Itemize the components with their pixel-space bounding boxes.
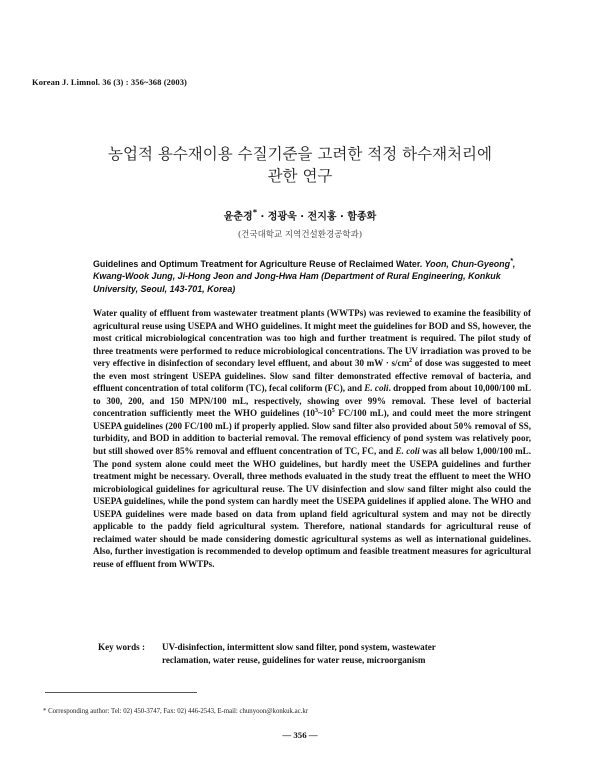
english-affiliation: (Department of Rural Engineering, Konkuk University, Seoul, 143-701, Korea) — [93, 271, 501, 294]
abstract-text-2: of dose was suggested to meet the even most stringent USEPA guidelines. Slow sand filter demonstrated effective removal of bacteria, and effluent concentration of total coliform (TC), fecal coliform (FC), and — [93, 358, 531, 394]
korean-authors — [150, 207, 450, 222]
abstract-sup-1: 2 — [409, 358, 413, 365]
footnote-divider — [45, 692, 197, 693]
abstract-text-6: was all below 1,000/100 mL. The pond system alone could meet the WHO guidelines, but hardly meet the USEPA guidelines and further treatment might be necessary. Overall, three methods evaluated in the study treat the effluent to meet the WHO microbiological guidelines for agricultural reuse. The UV disinfection and slow sand filter might also could the USEPA guidelines, while the pond system can hardly meet the USEPA guidelines if applied alone. The WHO and USEPA guidelines were made based on data from upland field agricultural system and may not be directly applicable to the paddy field agricultural system. Therefore, national standards for agricultural reuse of reclaimed water should be made considering domestic agricultural systems as well as international guidelines. Also, further investigation is recommended to develop optimum and feasible treatment measures for agricultural reuse of effluent from WWTPs. — [93, 446, 531, 569]
keywords-line1: UV-disinfection, intermittent slow sand filter, pond system, wastewater — [162, 642, 436, 652]
abstract-ecoli-1: E. coli — [364, 383, 389, 394]
english-corresponding-mark: * — [510, 256, 513, 265]
abstract-sup-3: 5 — [331, 408, 335, 415]
abstract-ecoli-2: E. coli — [395, 446, 420, 457]
keywords-line2: reclamation, water reuse, guidelines for water reuse, microorganism — [162, 655, 426, 665]
abstract-sup-2: 3 — [314, 408, 318, 415]
abstract-text-5: FC/100 mL), and could meet the more stringent USEPA guidelines (200 FC/100 mL) if properly applied. Slow sand filter also provided about 50% removal of SS, turbidity, and BOD in addition to bacterial removal. The removal efficiency of pond system was relatively poor, but still showed over 85% removal and effluent concentration of TC, FC, and — [93, 408, 531, 457]
footnote: * Corresponding author: Tel: 02) 450-3747, Fax: 02) 446-2543, E-mail: chunyoon@konkuk.ac.kr — [43, 708, 309, 715]
abstract — [93, 307, 531, 570]
keywords-label: Key words : — [98, 642, 145, 652]
english-authors-first: Yoon, Chun-Gyeong — [422, 258, 511, 269]
korean-title — [60, 143, 540, 187]
korean-authors-rest: · 정광욱 · 전지홍 · 함종화 — [257, 211, 377, 223]
english-authors-rest: , Kwang-Wook Jung, Ji-Hong Jeon and Jong-Hwa Ham — [93, 258, 516, 282]
korean-author-first: 윤춘경 — [223, 211, 253, 223]
journal-reference: Korean J. Limnol. 36 (3) : 356~368 (2003) — [32, 77, 187, 87]
abstract-text-3: . dropped from about 10,000/100 mL to 300, 200, and 150 MPN/100 mL, respectively, showing over 99% removal. These level of bacterial concentration sufficiently meet the WHO guidelines (10 — [93, 383, 531, 419]
korean-title-line1: 농업적 용수재이용 수질기준을 고려한 적정 하수재처리에 — [108, 145, 492, 163]
english-header — [93, 255, 531, 295]
abstract-text-1: Water quality of effluent from wastewater treatment plants (WWTPs) was reviewed to examine the feasibility of agricultural reuse using USEPA and WHO guidelines. It might meet the guidelines for BOD and SS, however, the most critical microbiological concentration was too high and further treatment is required. The pilot study of three treatments were performed to reduce microbiological concentrations. The UV irradiation was proved to be very effective in disinfection of secondary level effluent, and about 30 mW · s/cm — [93, 308, 531, 369]
page-number: — 356 — — [282, 730, 318, 740]
korean-title-line2: 관한 연구 — [267, 167, 333, 185]
abstract-text-4: ~10 — [317, 408, 332, 419]
corresponding-mark: * — [252, 207, 258, 217]
keywords — [98, 641, 538, 667]
korean-affiliation: (건국대학교 지역건설환경공학과) — [237, 230, 363, 240]
english-title: Guidelines and Optimum Treatment for Agriculture Reuse of Reclaimed Water. — [93, 258, 423, 269]
